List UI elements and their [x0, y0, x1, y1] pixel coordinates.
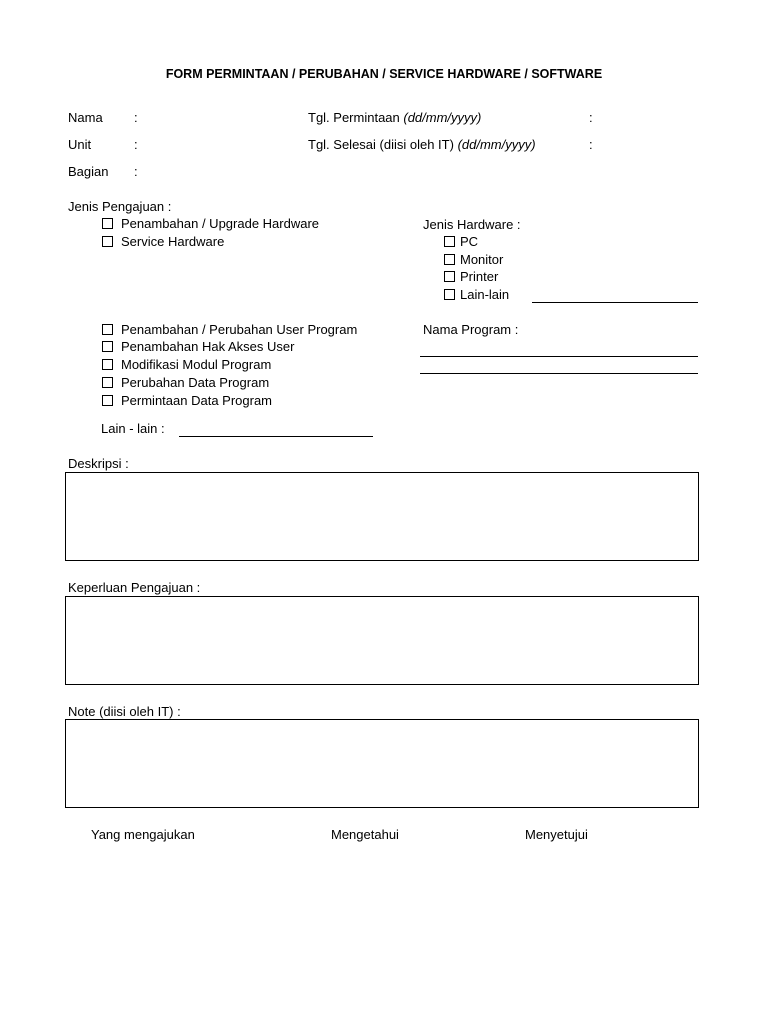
nama-program-label: Nama Program : [423, 322, 519, 337]
hardware-option-printer[interactable] [444, 269, 498, 285]
nama-label: Nama [68, 110, 103, 125]
nama-field[interactable] [145, 108, 295, 128]
checkbox-icon[interactable] [102, 359, 113, 370]
unit-field[interactable] [145, 135, 295, 155]
checkbox-icon[interactable] [102, 341, 113, 352]
option-upgrade-hardware[interactable] [102, 216, 319, 232]
option-label: Permintaan Data Program [121, 393, 273, 408]
bagian-field[interactable] [145, 162, 295, 182]
signature-area-pengaju[interactable] [80, 850, 260, 940]
checkbox-icon[interactable] [102, 218, 113, 229]
tgl-selesai-label [308, 137, 536, 153]
tgl-permintaan-format: (dd/mm/yyyy) [403, 110, 482, 125]
tgl-permintaan-label [308, 110, 481, 126]
option-perubahan-data-program[interactable] [102, 375, 269, 391]
option-label: Penambahan Hak Akses User [121, 339, 295, 354]
option-label: Perubahan Data Program [121, 375, 270, 390]
nama-program-line-2[interactable] [420, 373, 698, 374]
jenis-pengajuan-label: Jenis Pengajuan : [68, 199, 172, 214]
bagian-colon: : [134, 164, 138, 179]
signature-area-menyetujui[interactable] [510, 850, 690, 940]
keperluan-box[interactable] [65, 596, 699, 685]
option-label: Printer [460, 269, 499, 284]
hardware-option-lain-lain[interactable] [444, 287, 509, 303]
option-modifikasi-modul[interactable] [102, 357, 271, 373]
nama-colon: : [134, 110, 138, 125]
bagian-label: Bagian [68, 164, 109, 179]
signature-label-mengetahui: Mengetahui [331, 827, 399, 842]
option-hak-akses-user[interactable] [102, 339, 294, 355]
note-box[interactable] [65, 719, 699, 808]
unit-label: Unit [68, 137, 92, 152]
deskripsi-box[interactable] [65, 472, 699, 561]
hardware-option-pc[interactable] [444, 234, 478, 250]
option-label: Penambahan / Upgrade Hardware [121, 216, 320, 231]
checkbox-icon[interactable] [444, 254, 455, 265]
lain-lain-line[interactable] [179, 436, 373, 437]
option-label: Penambahan / Perubahan User Program [121, 322, 358, 337]
option-perubahan-user-program[interactable] [102, 322, 357, 338]
option-label: Service Hardware [121, 234, 225, 249]
checkbox-icon[interactable] [102, 324, 113, 335]
option-label: Monitor [460, 252, 504, 267]
nama-program-line-1[interactable] [420, 356, 698, 357]
lain-lain-label: Lain - lain : [101, 421, 165, 436]
option-permintaan-data-program[interactable] [102, 393, 272, 409]
tgl-permintaan-colon: : [589, 110, 593, 125]
tgl-selesai-format: (dd/mm/yyyy) [457, 137, 536, 152]
tgl-selesai-field[interactable] [600, 135, 698, 155]
checkbox-icon[interactable] [444, 236, 455, 247]
option-label: Lain-lain [460, 287, 510, 302]
signature-label-pengaju: Yang mengajukan [91, 827, 195, 842]
form-title: FORM PERMINTAAN / PERUBAHAN / SERVICE HARDWARE / SOFTWARE [165, 67, 603, 81]
checkbox-icon[interactable] [444, 271, 455, 282]
checkbox-icon[interactable] [102, 395, 113, 406]
option-label: Modifikasi Modul Program [121, 357, 272, 372]
hardware-lain-lain-line[interactable] [532, 302, 698, 303]
checkbox-icon[interactable] [102, 236, 113, 247]
keperluan-label: Keperluan Pengajuan : [68, 580, 201, 595]
option-label: PC [460, 234, 479, 249]
note-label: Note (diisi oleh IT) : [68, 704, 181, 719]
signature-area-mengetahui[interactable] [315, 850, 495, 940]
hardware-option-monitor[interactable] [444, 252, 503, 268]
tgl-permintaan-text: Tgl. Permintaan [308, 110, 404, 125]
tgl-selesai-colon: : [589, 137, 593, 152]
tgl-permintaan-field[interactable] [600, 108, 698, 128]
jenis-hardware-label: Jenis Hardware : [423, 217, 521, 232]
option-service-hardware[interactable] [102, 234, 224, 250]
deskripsi-label: Deskripsi : [68, 456, 129, 471]
checkbox-icon[interactable] [102, 377, 113, 388]
tgl-selesai-text: Tgl. Selesai (diisi oleh IT) [308, 137, 458, 152]
signature-label-menyetujui: Menyetujui [525, 827, 588, 842]
checkbox-icon[interactable] [444, 289, 455, 300]
unit-colon: : [134, 137, 138, 152]
